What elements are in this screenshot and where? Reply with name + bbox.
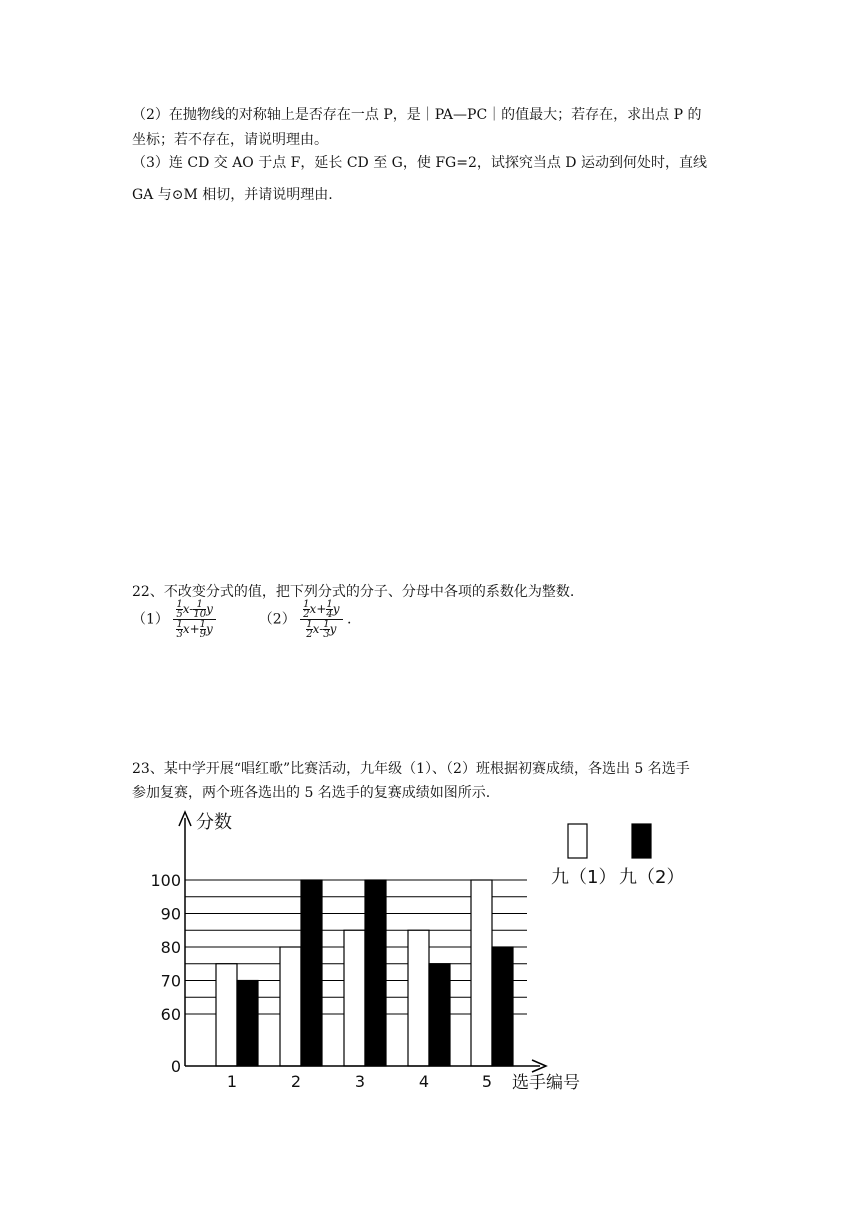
y-tick-label: 100: [150, 871, 181, 890]
q22-fraction-2: [300, 600, 342, 639]
score-bar-chart: [0, 800, 860, 1100]
x-tick-label: 2: [290, 1072, 302, 1091]
q22-label-1: （1）: [132, 611, 169, 628]
bar-class2-player3: [365, 880, 386, 1066]
bar-class1-player2: [280, 947, 301, 1066]
q22-stem: 22、不改变分式的值，把下列分式的分子、分母中各项的系数化为整数.: [132, 584, 575, 600]
x-tick-label: 3: [354, 1072, 366, 1091]
q23-stem-line2: 参加复赛，两个班各选出的 5 名选手的复赛成绩如图所示.: [132, 785, 491, 801]
legend-label: 九（1）: [551, 867, 617, 888]
y-axis-title: 分数: [196, 812, 232, 833]
legend-label: 九（2）: [619, 867, 685, 888]
q21-part3-line2: GA 与⊙M 相切，并请说明理由.: [132, 187, 333, 203]
fraction-1-denominator: $\frac{1}{3}$ x+ $\frac{1}{9}$ y: [176, 619, 213, 640]
bar-class1-player1: [216, 964, 237, 1066]
y-tick-label: 90: [160, 904, 181, 924]
x-tick-label: 4: [418, 1072, 430, 1091]
fraction-2-denominator: $\frac{1}{2}$ x- $\frac{1}{3}$ y: [306, 619, 337, 640]
legend-swatch: [568, 824, 587, 858]
y-tick-label: 70: [160, 971, 181, 991]
bar-class2-player5: [492, 947, 513, 1066]
chart-legend: [551, 824, 684, 888]
q21-part2-line2: 坐标；若不存在，请说明理由。: [132, 132, 328, 148]
q23-stem-line1: 23、某中学开展“唱红歌”比赛活动，九年级（1）、（2）班根据初赛成绩，各选出 5 名选手: [132, 761, 690, 777]
bar-class1-player3: [344, 930, 365, 1066]
bar-class1-player5: [471, 880, 492, 1066]
q22-label-2: （2）: [258, 611, 296, 628]
y-tick-label: 0: [170, 1057, 181, 1076]
fraction-1-numerator: $\frac{1}{5}$ x- $\frac{1}{10}$ y: [173, 600, 216, 620]
legend-swatch: [632, 824, 651, 858]
q22-end-period: .: [346, 611, 352, 628]
y-tick-label: 60: [160, 1005, 181, 1024]
q21-part3-line1: （3）连 CD 交 AO 于点 F，延长 CD 至 G，使 FG=2，试探究当点 D 运动到何处时，直线: [132, 155, 707, 171]
x-tick-label: 5: [481, 1072, 493, 1091]
bar-class1-player4: [408, 930, 429, 1066]
x-tick-label: 1: [226, 1072, 238, 1091]
q22-fraction-1: [173, 600, 216, 639]
bar-class2-player1: [237, 981, 258, 1067]
bar-class2-player2: [301, 880, 322, 1066]
q22-fractions: [132, 600, 351, 670]
x-axis-title: 选手编号: [512, 1073, 580, 1093]
fraction-2-numerator: $\frac{1}{2}$ x+ $\frac{1}{4}$ y: [300, 600, 342, 620]
chart-bars: [216, 880, 513, 1066]
y-tick-label: 80: [160, 938, 181, 957]
q21-part2-line1: （2）在抛物线的对称轴上是否存在一点 P，是｜PA—PC｜的值最大；若存在，求出点 P 的: [132, 107, 702, 123]
bar-class2-player4: [429, 964, 450, 1066]
